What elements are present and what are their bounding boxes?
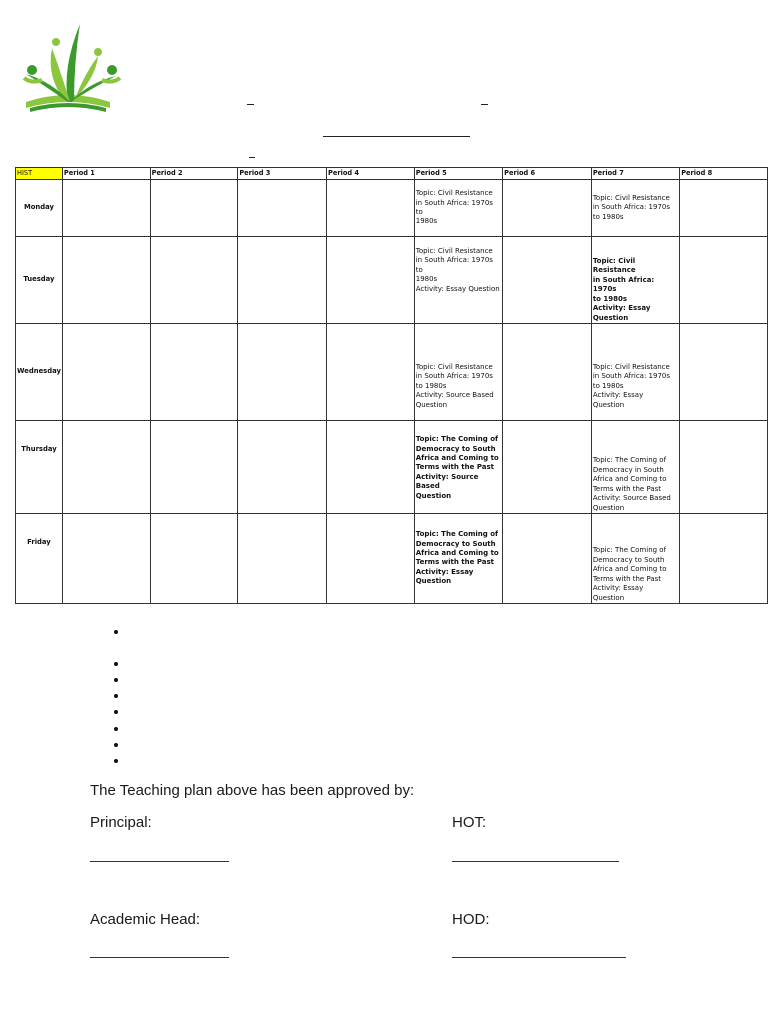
- empty-cell: [503, 180, 592, 237]
- school-logo-icon: [12, 18, 124, 116]
- day-label: Monday: [16, 180, 63, 237]
- history-timetable: [15, 167, 768, 604]
- empty-cell: [503, 324, 592, 421]
- empty-cell: [238, 324, 327, 421]
- lesson-text: Topic: Civil Resistance in South Africa: 1970s to 1980s Activity: Source Based Question: [415, 362, 494, 409]
- empty-cell: [150, 324, 238, 421]
- empty-cell: [62, 421, 150, 514]
- empty-cell: [680, 421, 768, 514]
- hod-signature-line[interactable]: [452, 957, 626, 958]
- lesson-cell: [591, 180, 679, 237]
- table-row: [16, 514, 768, 604]
- lesson-cell: [414, 324, 502, 421]
- day-label: Friday: [16, 514, 63, 604]
- empty-cell: [327, 324, 415, 421]
- bullet-point: [114, 694, 118, 698]
- table-row: [16, 180, 768, 237]
- empty-cell: [503, 421, 592, 514]
- empty-cell: [327, 421, 415, 514]
- empty-cell: [150, 421, 238, 514]
- empty-cell: [680, 237, 768, 324]
- empty-cell: [150, 180, 238, 237]
- period-header: Period 3: [238, 168, 327, 180]
- lesson-cell: [414, 514, 502, 604]
- lesson-text: Topic: Civil Resistance in South Africa: 1970s to 1980s Activity: Essay Question: [592, 257, 655, 322]
- lesson-cell: [414, 237, 502, 324]
- lesson-text: Topic: Civil Resistance in South Africa: 1970s to 1980s: [592, 193, 671, 221]
- bullet-point: [114, 727, 118, 731]
- empty-cell: [680, 514, 768, 604]
- table-row: [16, 237, 768, 324]
- empty-cell: [238, 180, 327, 237]
- empty-cell: [238, 421, 327, 514]
- day-label: Wednesday: [16, 324, 63, 421]
- period-header: Period 8: [680, 168, 768, 180]
- timetable-header-row: [16, 168, 768, 180]
- academic-head-label: Academic Head:: [90, 911, 201, 928]
- period-header: Period 4: [327, 168, 415, 180]
- empty-cell: [62, 514, 150, 604]
- period-header: Period 7: [591, 168, 679, 180]
- bullet-point: [114, 662, 118, 666]
- day-label: Thursday: [16, 421, 63, 514]
- empty-cell: [238, 237, 327, 324]
- lesson-cell: [591, 514, 679, 604]
- principal-signature-line[interactable]: [90, 861, 229, 862]
- empty-cell: [62, 180, 150, 237]
- bullet-point: [114, 710, 118, 714]
- table-row: [16, 421, 768, 514]
- bullet-point: [114, 759, 118, 763]
- period-header: Period 2: [150, 168, 238, 180]
- lesson-text: Topic: Civil Resistance in South Africa: 1970s to 1980s Activity: Essay Question: [592, 362, 671, 409]
- header-dash-left: [247, 104, 254, 105]
- empty-cell: [680, 324, 768, 421]
- hot-signature-line[interactable]: [452, 861, 619, 862]
- empty-cell: [62, 324, 150, 421]
- period-header: Period 1: [62, 168, 150, 180]
- lesson-text: Topic: The Coming of Democracy to South Africa and Coming to Terms with the Past Activity: Source Based Question: [415, 435, 499, 500]
- empty-cell: [62, 237, 150, 324]
- lesson-text: Topic: The Coming of Democracy in South Africa and Coming to Terms with the Past Activity: Source Based Question: [592, 456, 671, 512]
- empty-cell: [150, 237, 238, 324]
- hod-label: HOD:: [452, 911, 490, 928]
- empty-cell: [327, 237, 415, 324]
- lesson-cell: [414, 421, 502, 514]
- day-label: Tuesday: [16, 237, 63, 324]
- lesson-text: Topic: The Coming of Democracy to South Africa and Coming to Terms with the Past Activity: Essay Question: [415, 530, 499, 586]
- header-dash-right: [481, 104, 488, 105]
- empty-cell: [238, 514, 327, 604]
- bullet-point: [114, 678, 118, 682]
- principal-label: Principal:: [90, 814, 152, 831]
- empty-cell: [327, 514, 415, 604]
- empty-cell: [150, 514, 238, 604]
- approval-statement: The Teaching plan above has been approved by:: [90, 782, 415, 799]
- period-header: Period 5: [414, 168, 502, 180]
- empty-cell: [327, 180, 415, 237]
- empty-cell: [503, 237, 592, 324]
- subject-label: HIST: [16, 168, 63, 180]
- lesson-text: Topic: Civil Resistance in South Africa: 1970s to 1980s: [415, 189, 493, 226]
- bullet-point: [114, 743, 118, 747]
- period-header: Period 6: [503, 168, 592, 180]
- lesson-cell: [591, 237, 679, 324]
- empty-cell: [503, 514, 592, 604]
- bullet-point: [114, 630, 118, 634]
- header-dash-lower: [249, 157, 255, 158]
- lesson-cell: [591, 324, 679, 421]
- header-underline: [323, 136, 470, 137]
- lesson-text: Topic: Civil Resistance in South Africa: 1970s to 1980s Activity: Essay Question: [415, 247, 500, 293]
- hot-label: HOT:: [452, 814, 487, 831]
- table-row: [16, 324, 768, 421]
- academic-head-signature-line[interactable]: [90, 957, 229, 958]
- empty-cell: [680, 180, 768, 237]
- lesson-cell: [414, 180, 502, 237]
- lesson-text: Topic: The Coming of Democracy to South Africa and Coming to Terms with the Past Activity: Essay Question: [592, 546, 667, 602]
- lesson-cell: [591, 421, 679, 514]
